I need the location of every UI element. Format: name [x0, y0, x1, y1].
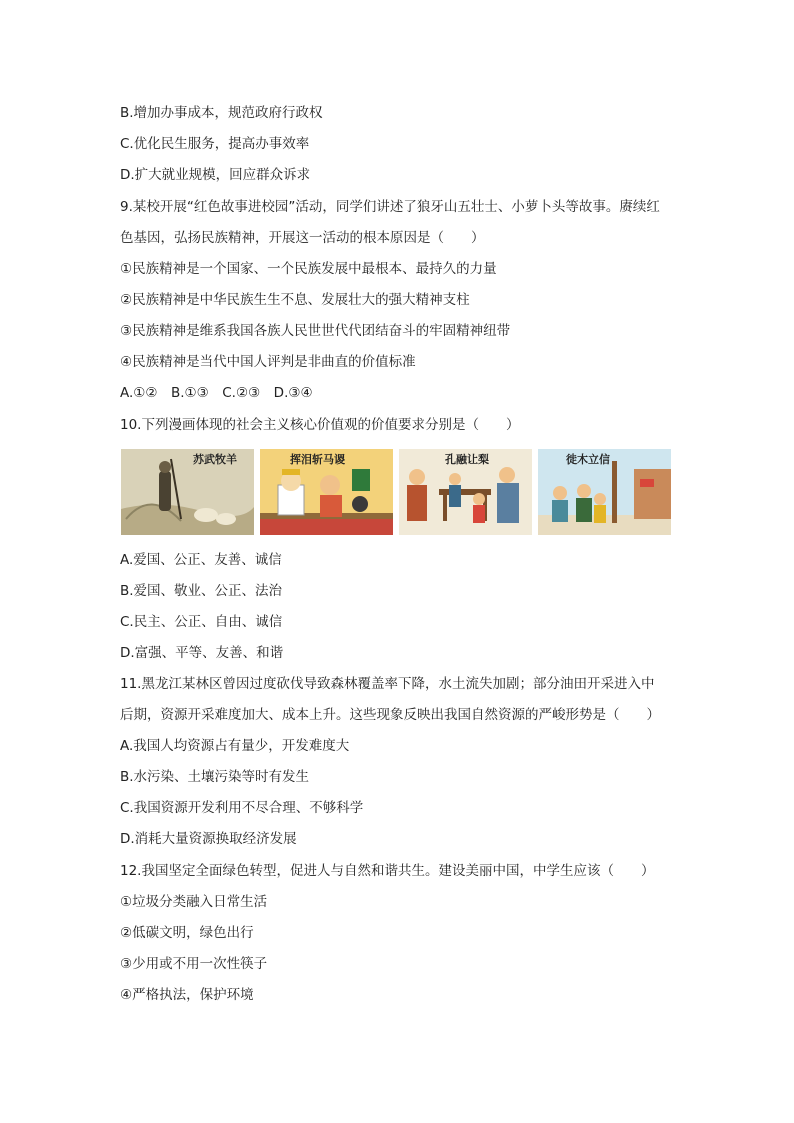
q9-stem-line2: 色基因，弘扬民族精神，开展这一活动的根本原因是（ ） — [120, 230, 485, 246]
q10-option-c: C.民主、公正、自由、诚信 — [120, 614, 283, 630]
q12-statement-1: ①垃圾分类融入日常生活 — [120, 894, 268, 910]
q9-statement-3: ③民族精神是维系我国各族人民世世代代团结奋斗的牢固精神纽带 — [120, 323, 511, 339]
q9-statement-2: ②民族精神是中华民族生生不息、发展壮大的强大精神支柱 — [120, 292, 470, 308]
q9-stem-line1: 9.某校开展“红色故事进校园”活动，同学们讲述了狼牙山五壮士、小萝卜头等故事。赓续红 — [120, 199, 660, 215]
q11-option-c: C.我国资源开发利用不尽合理、不够科学 — [120, 800, 364, 816]
q10-option-b: B.爱国、敬业、公正、法治 — [120, 583, 283, 599]
q10-option-a: A.爱国、公正、友善、诚信 — [120, 552, 282, 568]
comic-panel-2 — [260, 449, 393, 535]
q9-statement-4: ④民族精神是当代中国人评判是非曲直的价值标准 — [120, 354, 416, 370]
q12-statement-3: ③少用或不用一次性筷子 — [120, 956, 268, 972]
q10-comic-strip — [121, 449, 673, 535]
comic-title-3: 孔融让梨 — [445, 453, 489, 466]
q10-option-d: D.富强、平等、友善、和谐 — [120, 645, 284, 661]
q9-choices: A.①② B.①③ C.②③ D.③④ — [120, 385, 313, 401]
comic-title-2: 挥泪斩马谡 — [290, 453, 345, 466]
comic-title-1: 苏武牧羊 — [193, 453, 237, 466]
comic-panel-3 — [399, 449, 532, 535]
comic-title-4: 徙木立信 — [566, 453, 610, 466]
comic-panel-1 — [121, 449, 254, 535]
q8-option-d: D.扩大就业规模，回应群众诉求 — [120, 167, 311, 183]
q11-option-d: D.消耗大量资源换取经济发展 — [120, 831, 297, 847]
q12-stem: 12.我国坚定全面绿色转型，促进人与自然和谐共生。建设美丽中国，中学生应该（ ） — [120, 863, 655, 879]
q8-option-b: B.增加办事成本，规范政府行政权 — [120, 105, 323, 121]
q12-statement-4: ④严格执法，保护环境 — [120, 987, 254, 1003]
q11-option-a: A.我国人均资源占有量少，开发难度大 — [120, 738, 350, 754]
q12-statement-2: ②低碳文明，绿色出行 — [120, 925, 254, 941]
q11-stem-line2: 后期，资源开采难度加大、成本上升。这些现象反映出我国自然资源的严峻形势是（ ） — [120, 707, 660, 723]
q11-stem-line1: 11.黑龙江某林区曾因过度砍伐导致森林覆盖率下降，水土流失加剧；部分油田开采进入中 — [120, 676, 655, 692]
q10-stem: 10.下列漫画体现的社会主义核心价值观的价值要求分别是（ ） — [120, 417, 520, 433]
q8-option-c: C.优化民生服务，提高办事效率 — [120, 136, 310, 152]
comic-panel-4 — [538, 449, 671, 535]
q11-option-b: B.水污染、土壤污染等时有发生 — [120, 769, 310, 785]
q9-statement-1: ①民族精神是一个国家、一个民族发展中最根本、最持久的力量 — [120, 261, 497, 277]
